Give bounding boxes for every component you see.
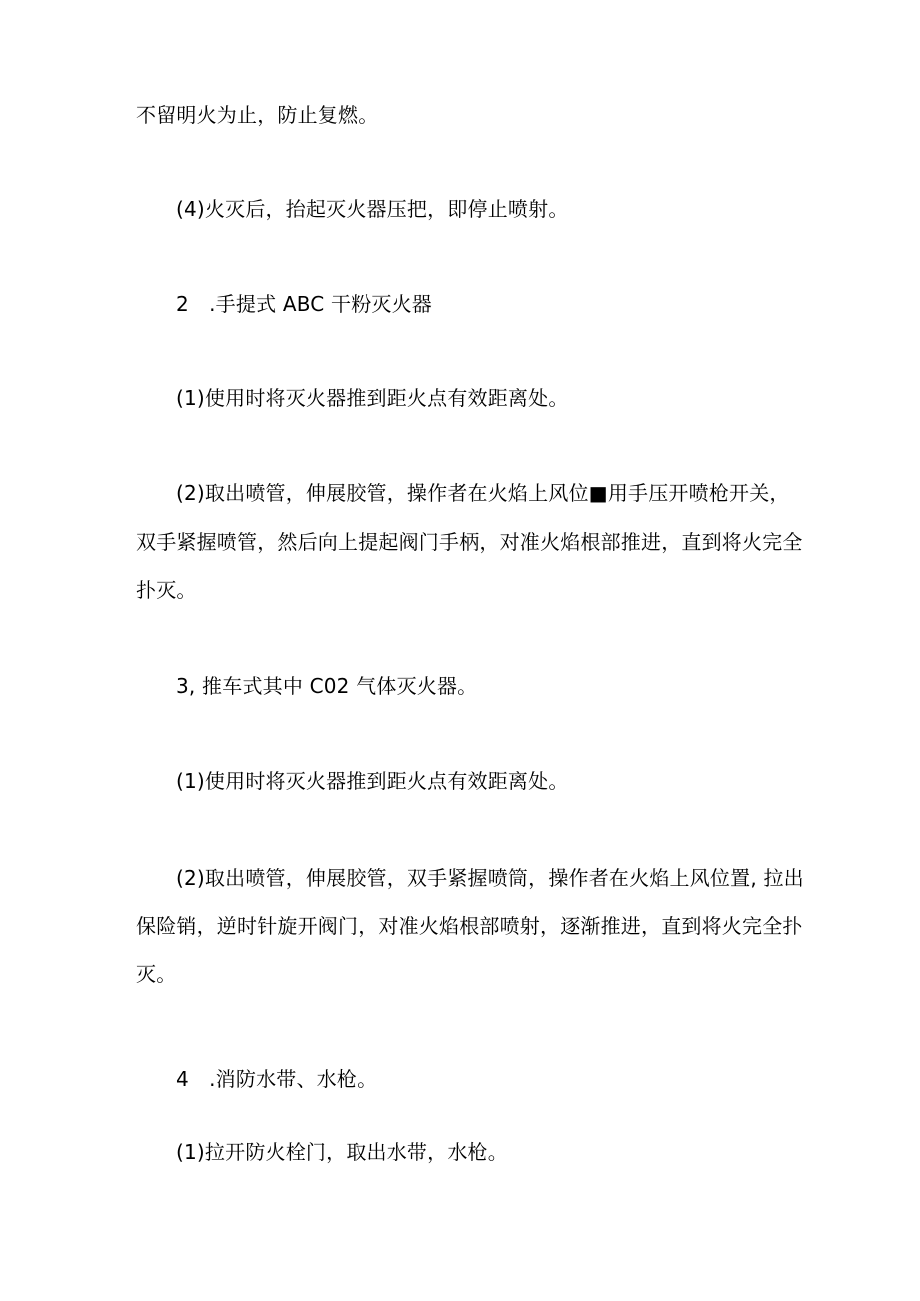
section-3-step-2-line-1: (2)取出喷管，伸展胶管，双手紧握喷筒，操作者在火焰上风位置, 拉出 <box>176 866 804 890</box>
text-line-1: 不留明火为止，防止复燃。 <box>136 103 379 127</box>
step-4-after-extinguishing: (4)火灭后，抬起灭火器压把，即停止喷射。 <box>176 197 569 221</box>
section-4-step-1: (1)拉开防火栓门，取出水带，水枪。 <box>176 1140 508 1164</box>
section-2-step-1: (1)使用时将灭火器推到距火点有效距离处。 <box>176 386 569 410</box>
section-3-step-1: (1)使用时将灭火器推到距火点有效距离处。 <box>176 769 569 793</box>
section-4-heading: 4 .消防水带、水枪。 <box>176 1067 378 1091</box>
section-3-heading: 3, 推车式其中 C02 气体灭火器。 <box>176 674 478 698</box>
section-3-step-2-line-2: 保险销，逆时针旋开阀门，对准火焰根部喷射，逐渐推进，直到将火完全扑 <box>136 914 803 938</box>
section-2-step-2-line-3: 扑灭。 <box>136 578 197 602</box>
section-3-step-2-line-3: 灭。 <box>136 962 177 986</box>
section-2-step-2-line-2: 双手紧握喷管，然后向上提起阀门手柄，对准火焰根部推进，直到将火完全 <box>136 530 803 554</box>
section-2-heading: 2 .手提式 ABC 干粉灭火器 <box>176 292 433 316</box>
section-2-step-2-line-1: (2)取出喷管，伸展胶管，操作者在火焰上风位■用手压开喷枪开关， <box>176 481 790 505</box>
